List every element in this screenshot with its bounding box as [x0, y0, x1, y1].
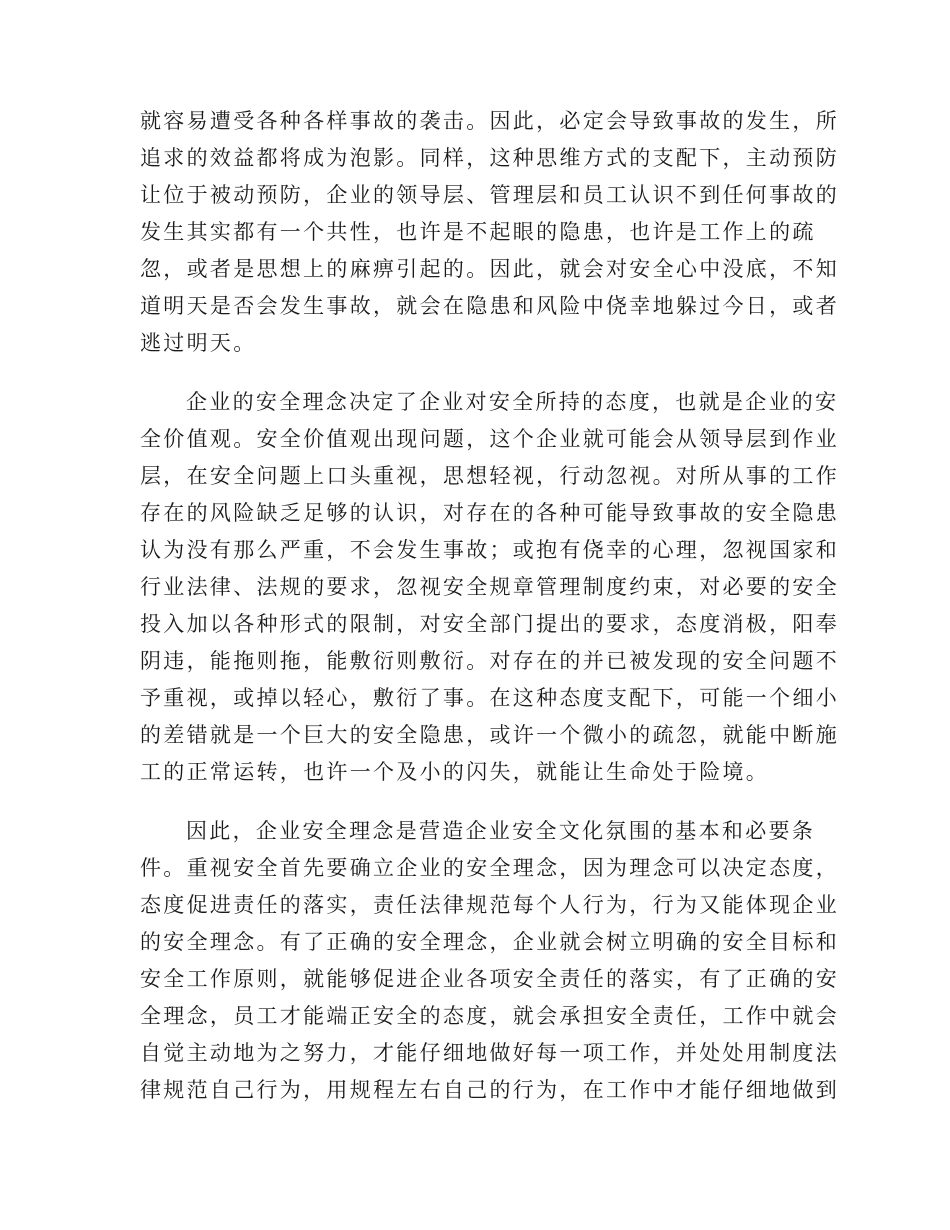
document-page: [140, 103, 839, 1131]
text-line: 因此，企业安全理念是营造企业安全文化氛围的基本和必要条: [186, 819, 816, 843]
text-line: 的安全理念。有了正确的安全理念，企业就会树立明确的安全目标和: [140, 930, 839, 954]
text-line: 投入加以各种形式的限制，对安全部门提出的要求，态度消极，阳奉: [140, 612, 839, 636]
text-line: 阴违，能拖则拖，能敷衍则敷衍。对存在的并已被发现的安全问题不: [140, 649, 839, 673]
text-line: 发生其实都有一个共性，也许是不起眼的隐患，也许是工作上的疏: [140, 220, 816, 244]
text-line: 工的正常运转，也许一个及小的闪失，就能让生命处于险境。: [140, 760, 770, 784]
text-line: 全理念，员工才能端正安全的态度，就会承担安全责任，工作中就会: [140, 1004, 839, 1028]
text-line: 律规范自己行为，用规程左右自己的行为，在工作中才能仔细地做到: [140, 1078, 839, 1102]
paragraph-1: [140, 103, 839, 362]
text-line: 认为没有那么严重，不会发生事故；或抱有侥幸的心理，忽视国家和: [140, 538, 839, 562]
text-line: 自觉主动地为之努力，才能仔细地做好每一项工作，并处处用制度法: [140, 1041, 839, 1065]
text-line: 件。重视安全首先要确立企业的安全理念，因为理念可以决定态度，: [140, 856, 839, 880]
text-line: 行业法律、法规的要求，忽视安全规章管理制度约束，对必要的安全: [140, 575, 839, 599]
text-line: 忽，或者是思想上的麻痹引起的。因此，就会对安全心中没底，不知: [140, 257, 839, 281]
text-line: 道明天是否会发生事故，就会在隐患和风险中侥幸地躲过今日，或者: [140, 294, 839, 318]
text-line: 层，在安全问题上口头重视，思想轻视，行动忽视。对所从事的工作: [140, 464, 839, 488]
text-line: 就容易遭受各种各样事故的袭击。因此，必定会导致事故的发生，所: [140, 109, 839, 133]
paragraph-2: [140, 384, 839, 791]
paragraph-3: [140, 813, 839, 1109]
text-line: 存在的风险缺乏足够的认识，对存在的各种可能导致事故的安全隐患: [140, 501, 839, 525]
text-line: 追求的效益都将成为泡影。同样，这种思维方式的支配下，主动预防: [140, 146, 839, 170]
text-line: 态度促进责任的落实，责任法律规范每个人行为，行为又能体现企业: [140, 893, 839, 917]
text-line: 予重视，或掉以轻心，敷衍了事。在这种态度支配下，可能一个细小: [140, 686, 839, 710]
text-line: 逃过明天。: [140, 331, 257, 355]
text-line: 全价值观。安全价值观出现问题，这个企业就可能会从领导层到作业: [140, 427, 839, 451]
text-line: 安全工作原则，就能够促进企业各项安全责任的落实，有了正确的安: [140, 967, 839, 991]
text-line: 企业的安全理念决定了企业对安全所持的态度，也就是企业的安: [186, 390, 839, 414]
text-line: 的差错就是一个巨大的安全隐患，或许一个微小的疏忽，就能中断施: [140, 723, 839, 747]
text-line: 让位于被动预防，企业的领导层、管理层和员工认识不到任何事故的: [140, 183, 839, 207]
